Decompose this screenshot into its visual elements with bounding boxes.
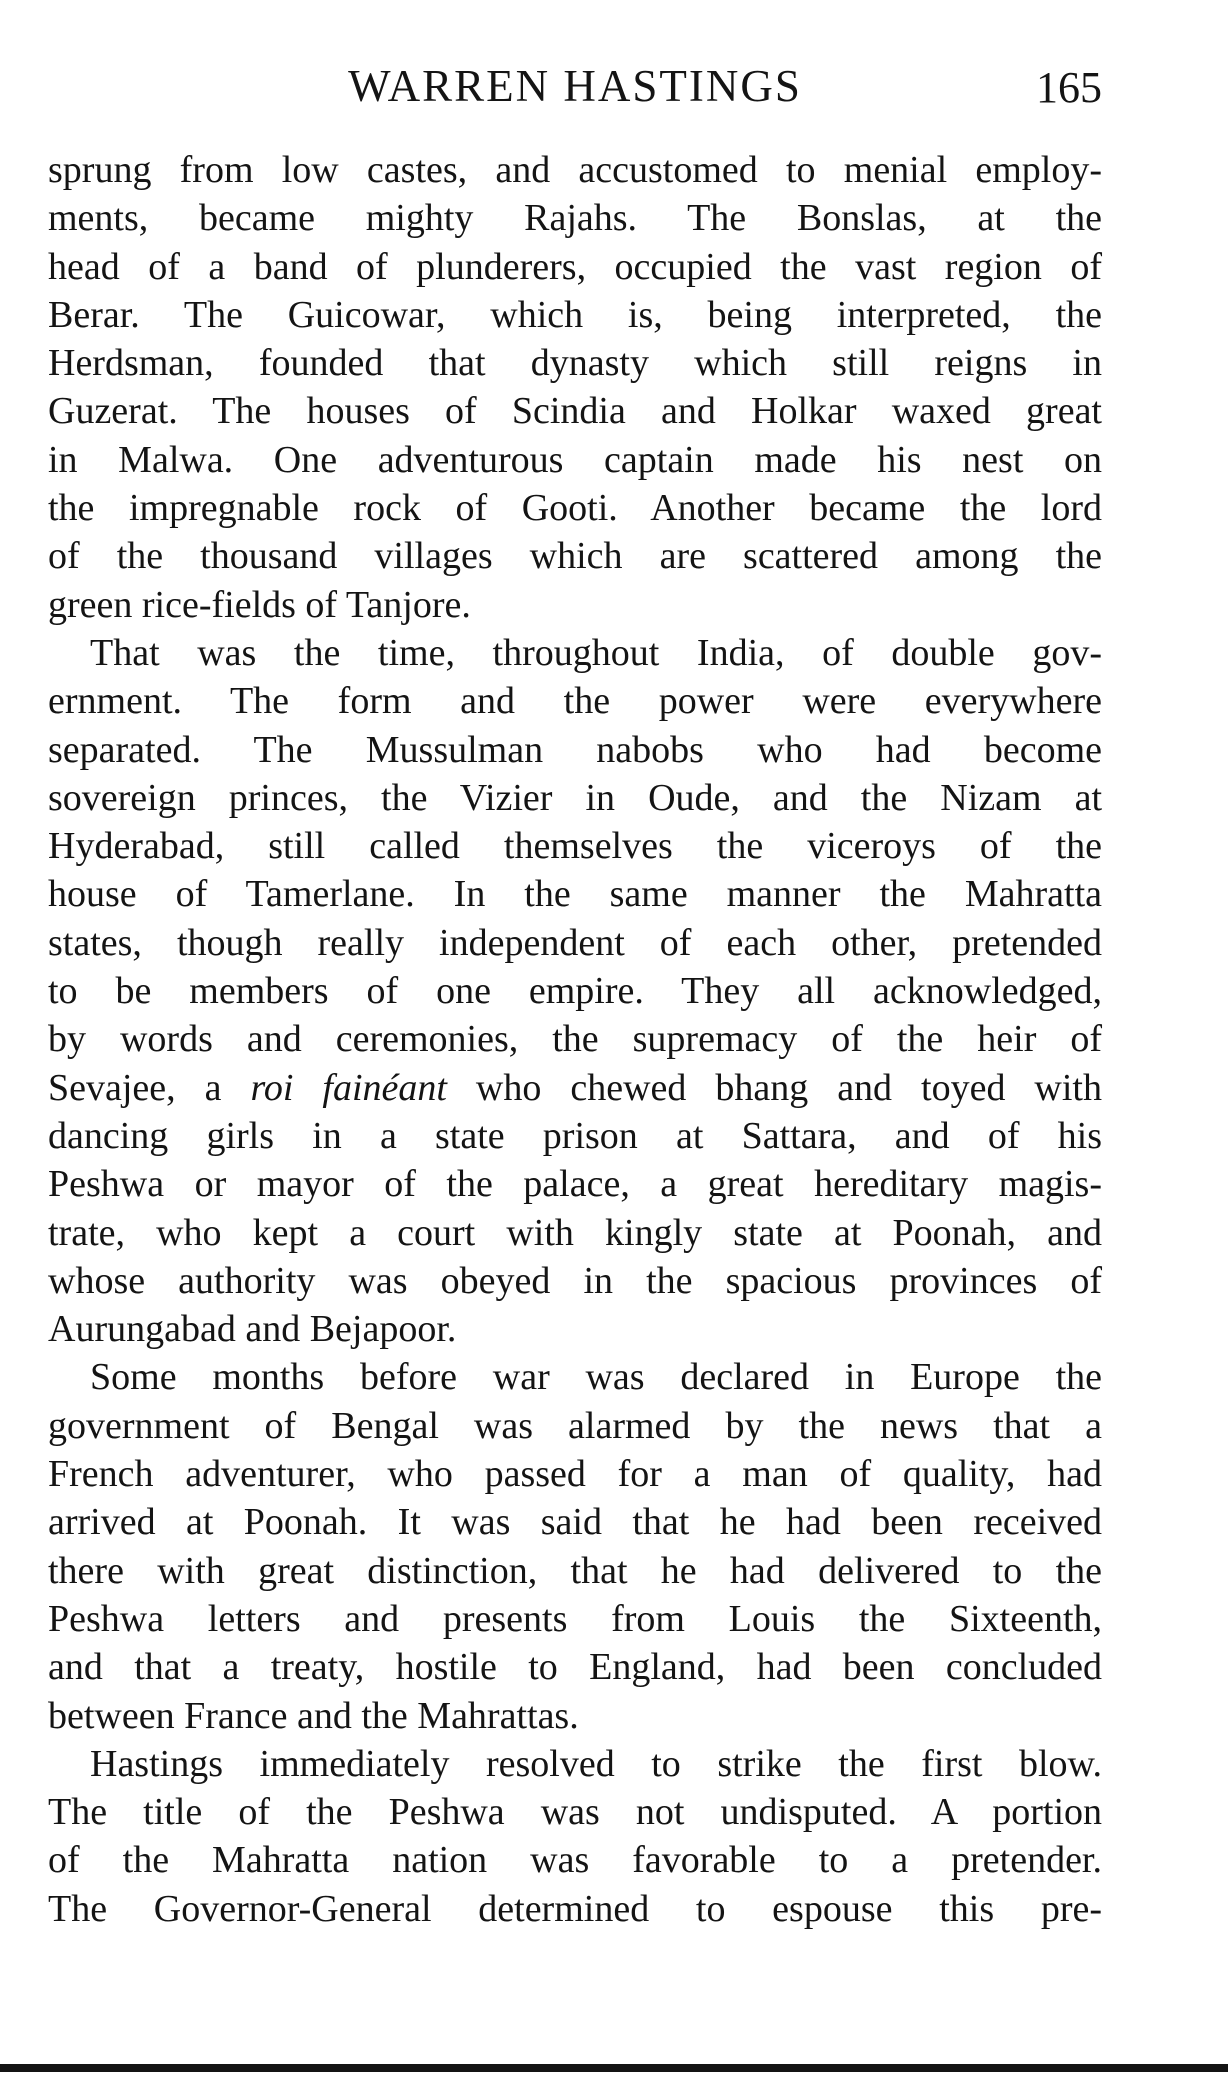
text-line: arrived at Poonah. It was said that he had been received: [48, 1501, 1102, 1544]
text-line: Peshwa or mayor of the palace, a great hereditary magis-: [48, 1163, 1102, 1206]
text-line: by words and ceremonies, the supremacy of the heir of: [48, 1018, 1102, 1061]
text-line: between France and the Mahrattas.: [48, 1694, 579, 1737]
text-line: states, though really independent of each other, pretended: [48, 921, 1102, 964]
text-line: and that a treaty, hostile to England, had been concluded: [48, 1646, 1102, 1689]
text-line: to be members of one empire. They all acknowledged,: [48, 970, 1102, 1013]
page-number: 165: [1036, 63, 1102, 112]
text-line: ments, became mighty Rajahs. The Bonslas, at the: [48, 197, 1102, 240]
text-line: of the thousand villages which are scattered among the: [48, 535, 1102, 578]
text-line: That was the time, throughout India, of double gov-: [90, 631, 1102, 674]
running-title: WARREN HASTINGS: [348, 61, 802, 111]
text-line: The title of the Peshwa was not undisputed. A portion: [48, 1791, 1102, 1834]
text-line: Hyderabad, still called themselves the viceroys of the: [48, 825, 1102, 868]
italic-phrase: roi fainéant: [250, 1066, 447, 1109]
text-line: in Malwa. One adventurous captain made his nest on: [48, 438, 1102, 481]
text-line: sprung from low castes, and accustomed to menial employ-: [48, 149, 1102, 191]
text-line: Berar. The Guicowar, which is, being interpreted, the: [48, 293, 1102, 336]
paragraph-4: [48, 1740, 1102, 1933]
text-line: there with great distinction, that he had delivered to the: [48, 1549, 1102, 1592]
text-line: Sevajee, a roi fainéant who chewed bhang and toyed with: [48, 1066, 1102, 1109]
text-line: Peshwa letters and presents from Louis the Sixteenth,: [48, 1597, 1102, 1640]
text-line: The Governor-General determined to espouse this pre-: [48, 1887, 1102, 1930]
text-line: the impregnable rock of Gooti. Another became the lord: [48, 487, 1102, 530]
text-line: ernment. The form and the power were everywhere: [48, 680, 1102, 723]
text-line: separated. The Mussulman nabobs who had become: [48, 728, 1102, 771]
text-line: government of Bengal was alarmed by the news that a: [48, 1404, 1102, 1447]
text-line: green rice-fields of Tanjore.: [48, 583, 471, 626]
text-line: Hastings immediately resolved to strike the first blow.: [90, 1742, 1102, 1785]
paragraph-3: [48, 1353, 1102, 1739]
body-text: [48, 146, 1102, 1933]
bottom-rule: [0, 2064, 1228, 2072]
text-line: whose authority was obeyed in the spacious provinces of: [48, 1259, 1102, 1302]
paragraph-2: [48, 629, 1102, 1353]
text-line: Herdsman, founded that dynasty which still reigns in: [48, 342, 1102, 385]
text-line: Guzerat. The houses of Scindia and Holkar waxed great: [48, 390, 1102, 433]
text-line: head of a band of plunderers, occupied the vast region of: [48, 245, 1102, 288]
text-line: Some months before war was declared in Europe the: [90, 1356, 1102, 1399]
text-line: trate, who kept a court with kingly state at Poonah, and: [48, 1211, 1102, 1254]
text-line: sovereign princes, the Vizier in Oude, and the Nizam at: [48, 776, 1102, 819]
text-line: house of Tamerlane. In the same manner the Mahratta: [48, 873, 1102, 916]
text-line: Aurungabad and Bejapoor.: [48, 1308, 457, 1351]
running-head: [48, 56, 1102, 116]
text-line: French adventurer, who passed for a man of quality, had: [48, 1453, 1102, 1496]
text-line: dancing girls in a state prison at Sattara, and of his: [48, 1114, 1102, 1157]
paragraph-1: [48, 146, 1102, 629]
text-line: of the Mahratta nation was favorable to a pretender.: [48, 1839, 1102, 1882]
